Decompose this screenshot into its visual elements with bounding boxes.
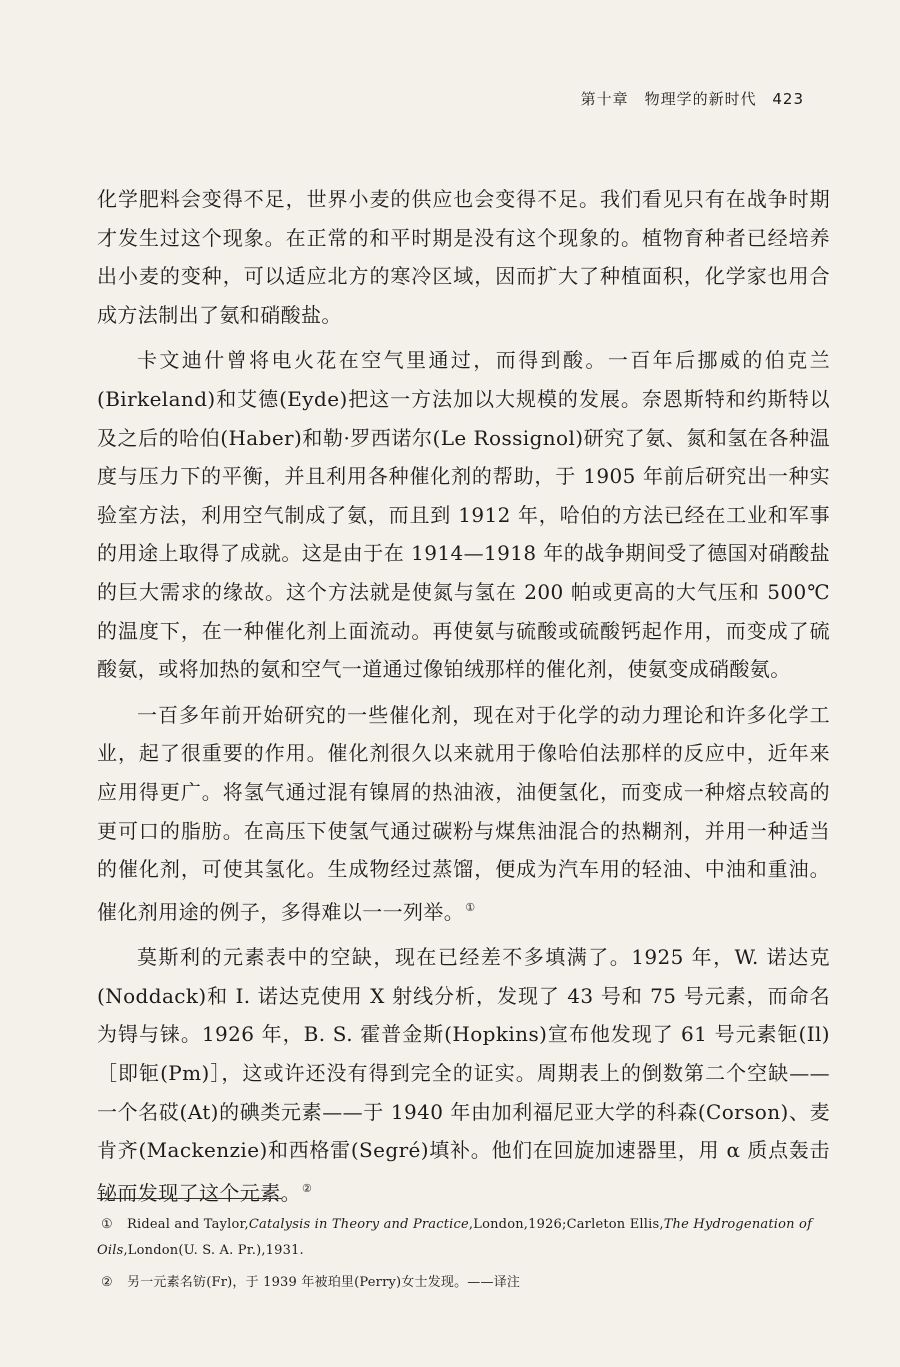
paragraph-1: 化学肥料会变得不足，世界小麦的供应也会变得不足。我们看见只有在战争时期才发生过这个现象。在正常的和平时期是没有这个现象的。植物育种者已经培养出小麦的变种，可以适应北方的寒冷区域，因而扩大了种植面积，化学家也用合成方法制出了氨和硝酸盐。 xyxy=(97,187,830,327)
paragraph-4 xyxy=(97,938,830,1212)
page-number: 423 xyxy=(772,90,804,108)
footnote-2 xyxy=(97,1270,830,1296)
footnote-1-mark: ① xyxy=(101,1217,113,1232)
footnote-1 xyxy=(97,1212,830,1264)
footnote-ref-2[interactable]: ② xyxy=(302,1181,313,1195)
footnote-1-book-title-1: Catalysis in Theory and Practice xyxy=(248,1217,469,1232)
paragraph-2: 卡文迪什曾将电火花在空气里通过，而得到酸。一百年后挪威的伯克兰(Birkeland)和艾德(Eyde)把这一方法加以大规模的发展。奈恩斯特和约斯特以及之后的哈伯(Haber)和勒·罗西诺尔(Le Rossignol)研究了氨、氮和氢在各种温度与压力下的平衡，并且利用各种催化剂的帮助，于 1905 年前后研究出一种实验室方法，利用空气制成了氨，而且到 1912 年，哈伯的方法已经在工业和军事的用途上取得了成就。这是由于在 1914—1918 年的战争期间受了德国对硝酸盐的巨大需求的缘故。这个方法就是使氮与氢在 200 帕或更高的大气压和 500℃ 的温度下，在一种催化剂上面流动。再使氨与硫酸或硫酸钙起作用，而变成了硫酸氨，或将加热的氨和空气一道通过像铂绒那样的催化剂，使氨变成硝酸氨。 xyxy=(97,348,830,682)
paragraph-3 xyxy=(97,696,830,932)
footnote-divider xyxy=(97,1198,282,1199)
footnote-1-publication-2: ,London(U. S. A. Pr.),1931. xyxy=(123,1243,304,1258)
running-header xyxy=(581,88,804,109)
footnote-1-publication-1: ,London,1926;Carleton Ellis, xyxy=(468,1217,664,1232)
footnote-2-text: 另一元素名钫(Fr)，于 1939 年被珀里(Perry)女士发现。——译注 xyxy=(127,1275,521,1290)
paragraph-4-text: 莫斯利的元素表中的空缺，现在已经差不多填满了。1925 年，W. 诺达克(Noddack)和 I. 诺达克使用 X 射线分析，发现了 43 号和 75 号元素，而命名为锝与铼。1926 年，B. S. 霍普金斯(Hopkins)宣布他发现了 61 号元素钷(Il)［即钷(Pm)］，这或许还没有得到完全的证实。周期表上的倒数第二个空缺——一个名砹(At)的碘类元素——于 1940 年由加利福尼亚大学的科森(Corson)、麦肯齐(Mackenzie)和西格雷(Segré)填补。他们在回旋加速器里，用 α 质点轰击铋而发现了这个元素。 xyxy=(97,945,830,1205)
footnote-2-mark: ② xyxy=(101,1275,113,1290)
footnote-1-authors: Rideal and Taylor, xyxy=(127,1217,249,1232)
footnote-1-book-title-2: The Hydrogenation of Oils xyxy=(97,1217,813,1258)
body-text xyxy=(97,180,830,1219)
footnotes xyxy=(97,1212,830,1302)
chapter-title: 第十章 物理学的新时代 xyxy=(580,90,757,108)
footnote-ref-1[interactable]: ① xyxy=(465,900,476,914)
paragraph-3-text: 一百多年前开始研究的一些催化剂，现在对于化学的动力理论和许多化学工业，起了很重要的作用。催化剂很久以来就用于像哈伯法那样的反应中，近年来应用得更广。将氢气通过混有镍屑的热油液，油便氢化，而变成一种熔点较高的更可口的脂肪。在高压下使氢气通过碳粉与煤焦油混合的热糊剂，并用一种适当的催化剂，可使其氢化。生成物经过蒸馏，便成为汽车用的轻油、中油和重油。催化剂用途的例子，多得难以一一列举。 xyxy=(97,702,830,924)
